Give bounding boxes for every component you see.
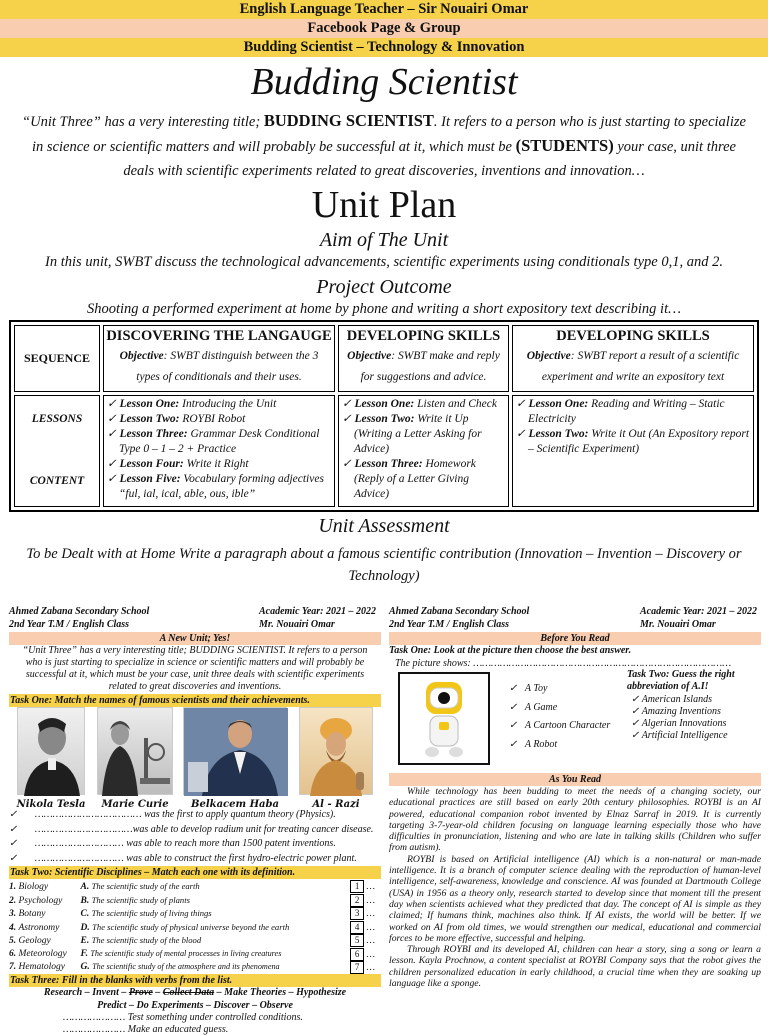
- assessment-text: To be Dealt with at Home Write a paragraph about a famous scientific contribution (Innovation – Invention – Discovery or Technology): [26, 546, 742, 584]
- ai-option: ✓ Algerian Innovations: [631, 718, 727, 730]
- assessment-title: Unit Assessment: [318, 515, 450, 537]
- scientist-name: Belkacem Haba: [191, 799, 279, 810]
- discipline-row: 4. Astronomy D. The scientific study of physical universe beyond the earth 4 …: [9, 921, 375, 933]
- picture-shows-blank: The picture shows: ……………………………………………………………………………: [395, 657, 732, 669]
- sequence-label: SEQUENCE: [14, 325, 100, 392]
- discipline-row: 7. Hematology G. The scientific study of the atmosphere and its phenomena 7 …: [9, 961, 375, 973]
- lesson-item: ✓ Lesson Three: Grammar Desk Conditional Type 0 – 1 – 2 + Practice: [107, 428, 320, 455]
- reading-paragraph: Through ROYBI and its developed AI, children can hear a story, sing a song or learn a lesson. Kayla Prochnow, a content specialist at ROYBI Company says that the robot gives the children personalized education in early childhood, a crucial time when they are soaking up language like a sponge.: [389, 944, 761, 990]
- as-you-read-heading: As You Read: [389, 773, 761, 786]
- unit-plan-table: [9, 320, 759, 512]
- al-razi-photo: [299, 707, 373, 795]
- fill-blank: ………………… Make an educated guess.: [63, 1024, 229, 1036]
- option-item: ✓ A Cartoon Character: [509, 720, 611, 732]
- task-one-heading: Task One: Match the names of famous scientists and their achievements.: [9, 694, 381, 707]
- worksheet-left-lower: [9, 808, 381, 1036]
- intro-strong-1: BUDDING SCIENTIST: [263, 111, 434, 130]
- class-name: 2nd Year T.M / English Class: [389, 618, 510, 630]
- header-band-teacher: English Language Teacher – Sir Nouairi Omar: [0, 0, 768, 19]
- lesson-item: ✓ Lesson Two: ROYBI Robot: [107, 413, 246, 425]
- task-three-heading: Task Three: Fill in the blanks with verbs from the list.: [9, 974, 381, 987]
- teacher-name: Mr. Nouairi Omar: [258, 618, 335, 630]
- school-name: Ahmed Zabana Secondary School: [389, 606, 530, 617]
- lesson-item: ✓ Lesson Three: Homework (Reply of a Letter Giving Advice): [342, 458, 476, 500]
- academic-year: Academic Year: 2021 – 2022: [639, 606, 757, 617]
- achievement-blank: ✓ ………………………… was able to construct the first hydro-electric power plant.: [9, 852, 357, 864]
- verb-list-line-2: Predict – Do Experiments – Discover – Observe: [97, 999, 293, 1011]
- academic-year: Academic Year: 2021 – 2022: [258, 606, 376, 617]
- plan-col-3: [512, 325, 754, 392]
- col-3-heading: DEVELOPING SKILLS: [556, 328, 710, 344]
- achievement-blank: ✓ ……………………………was able to develop radium unit for treating cancer disease.: [9, 823, 374, 835]
- discipline-row: 3. Botany C. The scientific study of living things 3 …: [9, 908, 375, 920]
- worksheet-left-header: [9, 606, 381, 632]
- task-two-ai: [627, 669, 763, 743]
- reading-section: [389, 773, 761, 1024]
- col-2-lessons: [338, 395, 509, 507]
- option-item: ✓ A Robot: [509, 738, 558, 750]
- intro-summary: “Unit Three” has a very interesting title; BUDDING SCIENTIST. It refers to a person who is just starting to specialize in science or scientific matters and will probably be successful at it, which must be your case, unit three deals with scientific experiments related to great discoveries and inventions.: [22, 645, 368, 692]
- lesson-item: ✓ Lesson Four: Write it Right: [107, 458, 249, 470]
- task-two-heading: Task Two: Guess the right abbreviation of A.I!: [627, 669, 735, 693]
- option-item: ✓ A Toy: [509, 683, 548, 694]
- disciplines-list: [9, 879, 381, 973]
- plan-col-2: [338, 325, 509, 392]
- achievement-blank: ✓ ……………………………… was the first to apply quantum theory (Physics).: [9, 809, 336, 820]
- before-you-read-heading: Before You Read: [389, 632, 761, 645]
- verb-list: Research – Invent – Prove – Collect Data – Make Theories – Hypothesize: [43, 987, 347, 999]
- col-3-objective: Objective: SWBT report a result of a scientific experiment and write an expository text: [526, 350, 740, 383]
- header-band-unit: Budding Scientist – Technology & Innovation: [0, 38, 768, 57]
- task-two-heading: Task Two: Scientific Disciplines – Match each one with its definition.: [9, 866, 381, 879]
- aim-title: Aim of The Unit: [319, 229, 449, 251]
- plan-col-1: [103, 325, 335, 392]
- lesson-item: ✓ Lesson Two: Write it Out (An Expository report – Scientific Experiment): [516, 428, 750, 455]
- discipline-row: 6. Meteorology F. The scientific study of mental processes in living creatures 6 …: [9, 948, 375, 960]
- lessons-content-label: [14, 395, 100, 507]
- discipline-row: 1. Biology A. The scientific study of the earth 1 …: [9, 881, 375, 892]
- teacher-name: Mr. Nouairi Omar: [639, 618, 716, 630]
- col-2-objective: Objective: SWBT make and reply for suggestions and advice.: [347, 350, 500, 383]
- discipline-row: 5. Geology E. The scientific study of the blood 5 …: [9, 935, 375, 947]
- worksheet-left: [9, 606, 381, 707]
- nikola-tesla-photo: [17, 707, 85, 795]
- option-item: ✓ A Game: [509, 701, 558, 713]
- scientist-name: Marie Curie: [101, 799, 169, 810]
- marie-curie-photo: [97, 707, 173, 795]
- discipline-row: 2. Psychology B. The scientific study of plants 2 …: [9, 894, 375, 906]
- reading-paragraph: ROYBI is based on Artificial intelligence (AI) which is a non-natural or man-made intelligence. It is a branch of computer science dealing with the reproduction of human-level intelligence, self-awareness, knowledge and conscience. AI was founded at Dartmouth College (USA) in 1956 as a theory only, research started to develop since that moment till the present day when scientists achieved what they predicted that day. The concept of AI is simple as they claimed; If humans think, machines also think. If AI exists, the world will be better. If we worked on AI from old times, we would strengthen our medical, educational and commercial forces to be more effective, successful and helping.: [389, 853, 761, 944]
- outcome-title: Project Outcome: [316, 276, 452, 298]
- scientist-name: Al - Razi: [312, 799, 360, 810]
- lesson-item: ✓ Lesson One: Listen and Check: [342, 398, 497, 410]
- intro-paragraph: [0, 109, 768, 183]
- new-unit-heading: A New Unit; Yes!: [9, 632, 381, 645]
- belkacem-haba-photo: [183, 707, 287, 795]
- reading-paragraph: While technology has been budding to meet the needs of a changing society, our educational practices are still based on early 20th century philosophies. ROYBI is an AI powered, educational companion robot invented by Elnaz Sarraf in 2019. It is currently targeting 3-7-year-old children focusing on language learning especially those who have difficulties in pronunciation, listening and who are late in talking skills (Children who suffer from autism).: [389, 786, 761, 854]
- worksheet-right: [389, 606, 761, 670]
- class-name: 2nd Year T.M / English Class: [9, 618, 130, 630]
- ai-option: ✓ Amazing Inventions: [631, 705, 721, 717]
- achievement-blank: ✓ ………………………… was able to reach more than 1500 patent inventions.: [9, 838, 336, 849]
- unit-plan-title: Unit Plan: [311, 184, 457, 226]
- lesson-item: ✓ Lesson Two: Write it Up (Writing a Letter Asking for Advice): [342, 413, 482, 455]
- intro-text-1: “Unit Three” has a very interesting title;: [22, 114, 264, 130]
- task-one-heading: Task One: Look at the picture then choose the best answer.: [389, 645, 632, 656]
- fill-blank: ………………… Test something under controlled conditions.: [63, 1012, 303, 1024]
- ai-option: ✓ Artificial Intelligence: [631, 730, 728, 742]
- col-1-objective: Objective: SWBT distinguish between the 3 types of conditionals and their uses.: [119, 350, 319, 383]
- intro-strong-2: (STUDENTS): [515, 136, 614, 155]
- header-band-facebook: Facebook Page & Group: [0, 19, 768, 38]
- intro-text-3: your case, unit three deals with scientific experiments related to great discoveries, inventions and innovation…: [123, 139, 736, 179]
- ai-option: ✓ American Islands: [631, 693, 712, 705]
- col-3-lessons: [512, 395, 754, 507]
- aim-text: In this unit, SWBT discuss the technological advancements, scientific experiments using conditionals type 0,1, and 2.: [45, 254, 723, 270]
- page-title: Budding Scientist: [250, 61, 518, 103]
- lessons-label: LESSONS: [31, 413, 83, 425]
- scientist-name: Nikola Tesla: [16, 799, 86, 810]
- lesson-item: ✓ Lesson Five: Vocabulary forming adjectives “ful, ial, ical, able, ous, ible”: [107, 473, 324, 500]
- picture-options: [509, 680, 610, 754]
- col-1-heading: DISCOVERING THE LANGAUGE: [106, 328, 332, 344]
- col-2-heading: DEVELOPING SKILLS: [346, 328, 501, 344]
- lesson-item: ✓ Lesson One: Reading and Writing – Static Electricity: [516, 398, 725, 425]
- outcome-text: Shooting a performed experiment at home by phone and writing a short expository text describing it…: [86, 301, 682, 317]
- school-name: Ahmed Zabana Secondary School: [9, 606, 150, 617]
- worksheet-right-header: [389, 606, 761, 632]
- roybi-robot-image: [398, 672, 490, 765]
- lesson-item: ✓ Lesson One: Introducing the Unit: [107, 398, 277, 410]
- col-1-lessons: [103, 395, 335, 507]
- content-label: CONTENT: [29, 475, 85, 487]
- intro-text-2: . It refers to a person who is just starting to specialize in science or scientific matters and will probably be successful at it, which must be: [32, 114, 746, 155]
